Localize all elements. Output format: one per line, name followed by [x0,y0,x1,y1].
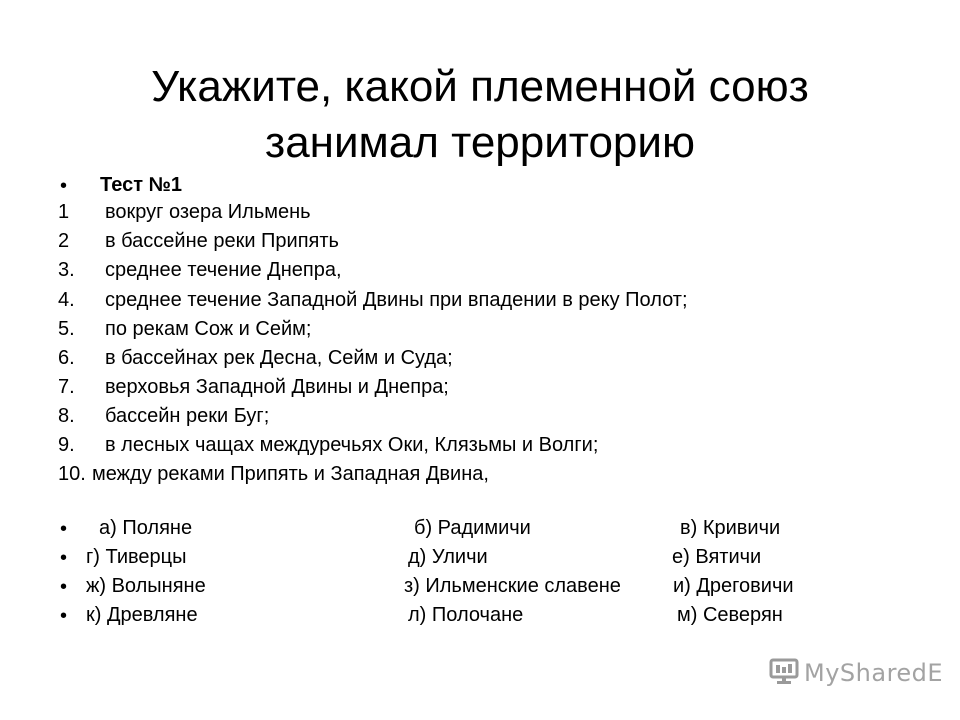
list-item-text: верховья Западной Двины и Днепра; [105,376,449,398]
list-item-text: бассейн реки Буг; [105,405,270,427]
bullet-marker: • [60,576,68,598]
slide-title-line-2: занимал территорию [265,118,695,168]
list-item-text: в бассейнах рек Десна, Сейм и Суда; [105,347,453,369]
answer-option: в) Кривичи [680,517,781,539]
answer-option: л) Полочане [408,604,524,626]
answer-option: е) Вятичи [672,546,762,568]
answer-option: и) Дреговичи [673,575,794,597]
presentation-screen-icon [768,656,800,691]
answer-option: а) Поляне [99,517,193,539]
list-item-number: 3. [58,259,75,281]
list-item-text: в лесных чащах междуречьях Оки, Клязьмы и Волги; [105,434,599,456]
list-item-number: 6. [58,347,75,369]
list-item-text: вокруг озера Ильмень [105,201,311,223]
list-item-text: по рекам Сож и Сейм; [105,318,312,340]
list-item-number: 5. [58,318,75,340]
logo-text: MySharedЕ [804,659,944,687]
list-item-number: 1 [58,201,70,223]
list-item-text: среднее течение Западной Двины при впадении в реку Полот; [105,289,688,311]
bullet-marker: • [60,605,68,627]
list-item-number: 8. [58,405,75,427]
list-item-text: среднее течение Днепра, [105,259,342,281]
bullet-marker: • [60,175,68,197]
test-heading: Тест №1 [100,174,182,196]
answer-option: м) Северян [677,604,783,626]
answer-option: ж) Волыняне [86,575,206,597]
list-item-text: в бассейне реки Припять [105,230,339,252]
answer-option: г) Тиверцы [86,546,187,568]
answer-option: б) Радимичи [414,517,531,539]
bullet-marker: • [60,518,68,540]
list-item-number: 4. [58,289,75,311]
list-item-number: 9. [58,434,75,456]
answer-option: к) Древляне [86,604,198,626]
list-item-number: 10. [58,463,86,485]
slide-title-line-1: Укажите, какой племенной союз [151,62,809,112]
bullet-marker: • [60,547,68,569]
list-item-number: 2 [58,230,70,252]
list-item-number: 7. [58,376,75,398]
answer-option: д) Уличи [408,546,488,568]
answer-option: з) Ильменские славене [404,575,621,597]
myshared-logo [768,658,943,688]
list-item-text: между реками Припять и Западная Двина, [92,463,489,485]
